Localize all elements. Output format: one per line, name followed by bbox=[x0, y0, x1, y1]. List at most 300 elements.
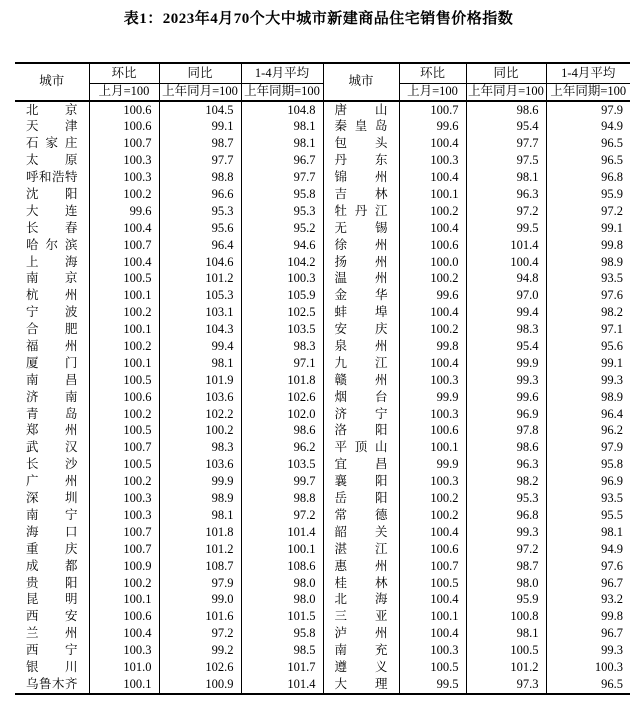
value-cell: 98.1 bbox=[466, 170, 546, 187]
city-cell: 烟台 bbox=[323, 389, 399, 406]
value-cell: 102.5 bbox=[241, 305, 323, 322]
value-cell: 100.7 bbox=[89, 524, 159, 541]
city-cell: 贵阳 bbox=[26, 575, 78, 590]
value-cell: 96.8 bbox=[466, 507, 546, 524]
city-cell: 宁波 bbox=[26, 305, 78, 320]
city-cell: 济宁 bbox=[323, 406, 399, 423]
table-row bbox=[15, 507, 630, 524]
city-cell: 九江 bbox=[323, 355, 399, 372]
city-cell: 西宁 bbox=[26, 643, 78, 658]
value-cell: 99.3 bbox=[466, 524, 546, 541]
table-row bbox=[15, 626, 630, 643]
value-cell: 98.1 bbox=[241, 119, 323, 136]
value-cell: 100.3 bbox=[89, 490, 159, 507]
value-cell: 99.4 bbox=[159, 338, 241, 355]
value-cell: 100.5 bbox=[399, 575, 466, 592]
value-cell: 100.8 bbox=[466, 609, 546, 626]
value-cell: 103.5 bbox=[241, 322, 323, 339]
subheader-mom-base-left: 上月=100 bbox=[89, 84, 159, 102]
city-cell: 深圳 bbox=[26, 491, 78, 506]
value-cell: 97.7 bbox=[241, 170, 323, 187]
value-cell: 99.1 bbox=[159, 119, 241, 136]
value-cell: 104.8 bbox=[241, 101, 323, 119]
value-cell: 95.8 bbox=[241, 626, 323, 643]
city-cell: 徐州 bbox=[323, 237, 399, 254]
value-cell: 95.4 bbox=[466, 338, 546, 355]
value-cell: 98.9 bbox=[159, 490, 241, 507]
table-row bbox=[15, 372, 630, 389]
value-cell: 99.9 bbox=[466, 355, 546, 372]
value-cell: 98.6 bbox=[241, 423, 323, 440]
city-cell: 广州 bbox=[26, 474, 78, 489]
value-cell: 101.6 bbox=[159, 609, 241, 626]
value-cell: 100.3 bbox=[399, 643, 466, 660]
table-header bbox=[15, 63, 630, 101]
value-cell: 100.9 bbox=[159, 676, 241, 694]
value-cell: 100.2 bbox=[89, 575, 159, 592]
table-row bbox=[15, 592, 630, 609]
city-cell: 南宁 bbox=[26, 507, 78, 522]
value-cell: 98.2 bbox=[466, 474, 546, 491]
city-cell: 湛江 bbox=[323, 541, 399, 558]
city-cell: 杭州 bbox=[26, 288, 78, 303]
value-cell: 100.3 bbox=[399, 372, 466, 389]
value-cell: 100.2 bbox=[399, 490, 466, 507]
value-cell: 103.6 bbox=[159, 389, 241, 406]
subheader-yoy-base-left: 上年同月=100 bbox=[159, 84, 241, 102]
value-cell: 95.8 bbox=[241, 186, 323, 203]
value-cell: 100.3 bbox=[89, 643, 159, 660]
value-cell: 96.2 bbox=[546, 423, 630, 440]
value-cell: 100.1 bbox=[89, 592, 159, 609]
city-cell: 遵义 bbox=[323, 659, 399, 676]
city-cell: 无锡 bbox=[323, 220, 399, 237]
value-cell: 100.6 bbox=[89, 609, 159, 626]
value-cell: 99.9 bbox=[159, 474, 241, 491]
table-row bbox=[15, 220, 630, 237]
table-row bbox=[15, 406, 630, 423]
table-row bbox=[15, 457, 630, 474]
table-row bbox=[15, 254, 630, 271]
city-cell: 岳阳 bbox=[323, 490, 399, 507]
city-cell: 呼和浩特 bbox=[26, 170, 78, 185]
value-cell: 95.9 bbox=[466, 592, 546, 609]
header-yoy-right: 同比 bbox=[466, 63, 546, 84]
value-cell: 99.1 bbox=[546, 355, 630, 372]
value-cell: 97.5 bbox=[466, 153, 546, 170]
table-row bbox=[15, 338, 630, 355]
value-cell: 96.8 bbox=[546, 170, 630, 187]
value-cell: 99.5 bbox=[399, 676, 466, 694]
value-cell: 97.0 bbox=[466, 288, 546, 305]
value-cell: 99.9 bbox=[399, 457, 466, 474]
value-cell: 104.6 bbox=[159, 254, 241, 271]
city-cell: 唐山 bbox=[323, 101, 399, 119]
value-cell: 99.1 bbox=[546, 220, 630, 237]
city-cell: 郑州 bbox=[26, 423, 78, 438]
subheader-avg-base-left: 上年同期=100 bbox=[241, 84, 323, 102]
subheader-yoy-base-right: 上年同月=100 bbox=[466, 84, 546, 102]
city-cell: 宜昌 bbox=[323, 457, 399, 474]
value-cell: 100.1 bbox=[399, 609, 466, 626]
city-cell: 天津 bbox=[26, 119, 78, 134]
value-cell: 99.6 bbox=[466, 389, 546, 406]
value-cell: 100.2 bbox=[399, 322, 466, 339]
table-row bbox=[15, 474, 630, 491]
value-cell: 99.3 bbox=[466, 372, 546, 389]
value-cell: 96.6 bbox=[159, 186, 241, 203]
value-cell: 96.5 bbox=[546, 136, 630, 153]
value-cell: 100.7 bbox=[89, 136, 159, 153]
value-cell: 96.4 bbox=[159, 237, 241, 254]
city-cell: 秦皇岛 bbox=[323, 119, 399, 136]
value-cell: 99.2 bbox=[159, 643, 241, 660]
value-cell: 97.2 bbox=[466, 203, 546, 220]
value-cell: 98.3 bbox=[159, 440, 241, 457]
city-cell: 银川 bbox=[26, 659, 78, 674]
value-cell: 100.4 bbox=[399, 524, 466, 541]
value-cell: 101.0 bbox=[89, 659, 159, 676]
header-avg-right: 1-4月平均 bbox=[546, 63, 630, 84]
value-cell: 99.8 bbox=[546, 237, 630, 254]
value-cell: 98.7 bbox=[466, 558, 546, 575]
value-cell: 100.4 bbox=[399, 170, 466, 187]
table-row bbox=[15, 676, 630, 694]
city-cell: 北海 bbox=[323, 592, 399, 609]
value-cell: 96.3 bbox=[466, 457, 546, 474]
value-cell: 98.8 bbox=[241, 490, 323, 507]
value-cell: 98.8 bbox=[159, 170, 241, 187]
table-row bbox=[15, 355, 630, 372]
value-cell: 99.5 bbox=[466, 220, 546, 237]
table-row bbox=[15, 440, 630, 457]
table-row bbox=[15, 119, 630, 136]
value-cell: 101.5 bbox=[241, 609, 323, 626]
value-cell: 104.5 bbox=[159, 101, 241, 119]
value-cell: 100.5 bbox=[399, 659, 466, 676]
value-cell: 100.7 bbox=[89, 541, 159, 558]
value-cell: 100.4 bbox=[399, 592, 466, 609]
value-cell: 96.7 bbox=[241, 153, 323, 170]
table-row bbox=[15, 423, 630, 440]
value-cell: 100.2 bbox=[399, 507, 466, 524]
value-cell: 101.8 bbox=[241, 372, 323, 389]
subheader-mom-base-right: 上月=100 bbox=[399, 84, 466, 102]
value-cell: 100.6 bbox=[89, 389, 159, 406]
value-cell: 98.9 bbox=[546, 254, 630, 271]
value-cell: 100.7 bbox=[89, 440, 159, 457]
value-cell: 100.3 bbox=[89, 507, 159, 524]
value-cell: 97.1 bbox=[546, 322, 630, 339]
value-cell: 98.1 bbox=[159, 355, 241, 372]
value-cell: 100.6 bbox=[399, 237, 466, 254]
value-cell: 102.2 bbox=[159, 406, 241, 423]
value-cell: 96.9 bbox=[466, 406, 546, 423]
value-cell: 101.2 bbox=[159, 271, 241, 288]
value-cell: 94.9 bbox=[546, 541, 630, 558]
value-cell: 97.6 bbox=[546, 288, 630, 305]
city-cell: 兰州 bbox=[26, 626, 78, 641]
value-cell: 100.5 bbox=[89, 423, 159, 440]
value-cell: 95.4 bbox=[466, 119, 546, 136]
value-cell: 103.5 bbox=[241, 457, 323, 474]
city-cell: 蚌埠 bbox=[323, 305, 399, 322]
table-row bbox=[15, 541, 630, 558]
value-cell: 100.1 bbox=[89, 288, 159, 305]
value-cell: 100.3 bbox=[89, 153, 159, 170]
table-row bbox=[15, 153, 630, 170]
value-cell: 96.7 bbox=[546, 626, 630, 643]
value-cell: 98.6 bbox=[466, 101, 546, 119]
city-cell: 哈尔滨 bbox=[26, 237, 78, 252]
value-cell: 99.8 bbox=[399, 338, 466, 355]
value-cell: 100.7 bbox=[399, 558, 466, 575]
value-cell: 97.8 bbox=[466, 423, 546, 440]
city-cell: 吉林 bbox=[323, 186, 399, 203]
value-cell: 98.7 bbox=[159, 136, 241, 153]
city-cell: 南充 bbox=[323, 643, 399, 660]
city-cell: 重庆 bbox=[26, 541, 78, 556]
value-cell: 93.5 bbox=[546, 490, 630, 507]
value-cell: 99.6 bbox=[89, 203, 159, 220]
city-cell: 丹东 bbox=[323, 153, 399, 170]
value-cell: 95.9 bbox=[546, 186, 630, 203]
value-cell: 95.6 bbox=[159, 220, 241, 237]
table-row bbox=[15, 389, 630, 406]
value-cell: 96.2 bbox=[241, 440, 323, 457]
value-cell: 100.6 bbox=[89, 119, 159, 136]
value-cell: 98.0 bbox=[466, 575, 546, 592]
value-cell: 100.4 bbox=[89, 626, 159, 643]
value-cell: 100.4 bbox=[89, 254, 159, 271]
city-cell: 大理 bbox=[323, 676, 399, 694]
header-avg-left: 1-4月平均 bbox=[241, 63, 323, 84]
table-row bbox=[15, 186, 630, 203]
value-cell: 97.2 bbox=[546, 203, 630, 220]
value-cell: 100.2 bbox=[89, 338, 159, 355]
value-cell: 98.1 bbox=[159, 507, 241, 524]
city-cell: 厦门 bbox=[26, 355, 78, 370]
value-cell: 97.6 bbox=[546, 558, 630, 575]
value-cell: 97.2 bbox=[241, 507, 323, 524]
value-cell: 100.1 bbox=[89, 355, 159, 372]
table-row bbox=[15, 288, 630, 305]
city-cell: 西安 bbox=[26, 609, 78, 624]
subheader-avg-base-right: 上年同期=100 bbox=[546, 84, 630, 102]
city-cell: 合肥 bbox=[26, 322, 78, 337]
value-cell: 101.4 bbox=[241, 676, 323, 694]
value-cell: 100.1 bbox=[399, 440, 466, 457]
city-cell: 石家庄 bbox=[26, 136, 78, 151]
table-body bbox=[15, 101, 630, 694]
table-row bbox=[15, 575, 630, 592]
value-cell: 100.3 bbox=[399, 406, 466, 423]
value-cell: 100.5 bbox=[466, 643, 546, 660]
value-cell: 100.4 bbox=[89, 220, 159, 237]
city-cell: 锦州 bbox=[323, 170, 399, 187]
table-row bbox=[15, 237, 630, 254]
table-row bbox=[15, 203, 630, 220]
value-cell: 100.4 bbox=[399, 220, 466, 237]
value-cell: 101.7 bbox=[241, 659, 323, 676]
table-row bbox=[15, 524, 630, 541]
value-cell: 97.7 bbox=[466, 136, 546, 153]
value-cell: 100.4 bbox=[399, 626, 466, 643]
value-cell: 102.6 bbox=[159, 659, 241, 676]
city-cell: 上海 bbox=[26, 254, 78, 269]
value-cell: 94.8 bbox=[466, 271, 546, 288]
city-cell: 大连 bbox=[26, 203, 78, 218]
value-cell: 97.3 bbox=[466, 676, 546, 694]
value-cell: 97.9 bbox=[546, 440, 630, 457]
value-cell: 98.1 bbox=[466, 626, 546, 643]
page-title: 表1：2023年4月70个大中城市新建商品住宅销售价格指数 bbox=[123, 11, 514, 27]
value-cell: 101.4 bbox=[466, 237, 546, 254]
value-cell: 98.0 bbox=[241, 575, 323, 592]
value-cell: 105.9 bbox=[241, 288, 323, 305]
city-cell: 包头 bbox=[323, 136, 399, 153]
value-cell: 97.1 bbox=[241, 355, 323, 372]
value-cell: 100.2 bbox=[89, 474, 159, 491]
value-cell: 108.7 bbox=[159, 558, 241, 575]
value-cell: 98.9 bbox=[546, 389, 630, 406]
value-cell: 102.6 bbox=[241, 389, 323, 406]
value-cell: 100.7 bbox=[89, 237, 159, 254]
value-cell: 100.6 bbox=[399, 541, 466, 558]
value-cell: 100.3 bbox=[399, 474, 466, 491]
value-cell: 96.9 bbox=[546, 474, 630, 491]
table-row bbox=[15, 609, 630, 626]
value-cell: 100.1 bbox=[89, 322, 159, 339]
city-cell: 太原 bbox=[26, 153, 78, 168]
value-cell: 100.7 bbox=[399, 101, 466, 119]
value-cell: 102.0 bbox=[241, 406, 323, 423]
value-cell: 101.9 bbox=[159, 372, 241, 389]
value-cell: 100.9 bbox=[89, 558, 159, 575]
table-row bbox=[15, 322, 630, 339]
city-cell: 南昌 bbox=[26, 372, 78, 387]
value-cell: 100.1 bbox=[399, 186, 466, 203]
value-cell: 99.4 bbox=[466, 305, 546, 322]
value-cell: 108.6 bbox=[241, 558, 323, 575]
value-cell: 93.2 bbox=[546, 592, 630, 609]
value-cell: 98.3 bbox=[466, 322, 546, 339]
city-cell: 乌鲁木齐 bbox=[26, 676, 78, 691]
city-cell: 惠州 bbox=[323, 558, 399, 575]
price-index-table bbox=[15, 62, 630, 695]
value-cell: 101.2 bbox=[466, 659, 546, 676]
value-cell: 99.8 bbox=[546, 609, 630, 626]
value-cell: 94.9 bbox=[546, 119, 630, 136]
city-cell: 洛阳 bbox=[323, 423, 399, 440]
value-cell: 95.3 bbox=[241, 203, 323, 220]
value-cell: 97.9 bbox=[159, 575, 241, 592]
header-city-left: 城市 bbox=[15, 63, 89, 101]
city-cell: 平顶山 bbox=[323, 440, 399, 457]
header-yoy-left: 同比 bbox=[159, 63, 241, 84]
header-mom-right: 环比 bbox=[399, 63, 466, 84]
value-cell: 100.4 bbox=[399, 305, 466, 322]
city-cell: 泉州 bbox=[323, 338, 399, 355]
city-cell: 济南 bbox=[26, 389, 78, 404]
table-row bbox=[15, 101, 630, 119]
city-cell: 泸州 bbox=[323, 626, 399, 643]
value-cell: 101.4 bbox=[241, 524, 323, 541]
value-cell: 95.3 bbox=[159, 203, 241, 220]
city-cell: 成都 bbox=[26, 558, 78, 573]
header-mom-left: 环比 bbox=[89, 63, 159, 84]
value-cell: 104.2 bbox=[241, 254, 323, 271]
table-row bbox=[15, 170, 630, 187]
value-cell: 98.1 bbox=[546, 524, 630, 541]
city-cell: 赣州 bbox=[323, 372, 399, 389]
value-cell: 94.6 bbox=[241, 237, 323, 254]
value-cell: 101.2 bbox=[159, 541, 241, 558]
value-cell: 103.6 bbox=[159, 457, 241, 474]
city-cell: 金华 bbox=[323, 288, 399, 305]
value-cell: 100.4 bbox=[399, 355, 466, 372]
city-cell: 温州 bbox=[323, 271, 399, 288]
value-cell: 98.3 bbox=[241, 338, 323, 355]
value-cell: 100.5 bbox=[89, 271, 159, 288]
value-cell: 100.2 bbox=[89, 186, 159, 203]
value-cell: 100.1 bbox=[89, 676, 159, 694]
value-cell: 100.2 bbox=[399, 271, 466, 288]
city-cell: 三亚 bbox=[323, 609, 399, 626]
value-cell: 100.0 bbox=[399, 254, 466, 271]
value-cell: 96.3 bbox=[466, 186, 546, 203]
city-cell: 扬州 bbox=[323, 254, 399, 271]
value-cell: 99.3 bbox=[546, 372, 630, 389]
value-cell: 99.9 bbox=[399, 389, 466, 406]
table-row bbox=[15, 643, 630, 660]
value-cell: 97.2 bbox=[159, 626, 241, 643]
city-cell: 北京 bbox=[26, 102, 78, 117]
value-cell: 100.6 bbox=[399, 423, 466, 440]
city-cell: 韶关 bbox=[323, 524, 399, 541]
city-cell: 青岛 bbox=[26, 406, 78, 421]
value-cell: 100.3 bbox=[241, 271, 323, 288]
value-cell: 98.2 bbox=[546, 305, 630, 322]
value-cell: 95.8 bbox=[546, 457, 630, 474]
city-cell: 福州 bbox=[26, 339, 78, 354]
city-cell: 武汉 bbox=[26, 440, 78, 455]
header-city-right: 城市 bbox=[323, 63, 399, 101]
value-cell: 97.9 bbox=[546, 101, 630, 119]
value-cell: 100.6 bbox=[89, 101, 159, 119]
table-row bbox=[15, 271, 630, 288]
value-cell: 95.5 bbox=[546, 507, 630, 524]
value-cell: 97.7 bbox=[159, 153, 241, 170]
city-cell: 牡丹江 bbox=[323, 203, 399, 220]
value-cell: 100.2 bbox=[159, 423, 241, 440]
value-cell: 98.6 bbox=[466, 440, 546, 457]
table-row bbox=[15, 305, 630, 322]
value-cell: 100.5 bbox=[89, 372, 159, 389]
city-cell: 海口 bbox=[26, 524, 78, 539]
value-cell: 93.5 bbox=[546, 271, 630, 288]
value-cell: 98.1 bbox=[241, 136, 323, 153]
value-cell: 98.5 bbox=[241, 643, 323, 660]
value-cell: 99.6 bbox=[399, 288, 466, 305]
value-cell: 100.3 bbox=[399, 153, 466, 170]
city-cell: 襄阳 bbox=[323, 474, 399, 491]
city-cell: 南京 bbox=[26, 271, 78, 286]
value-cell: 101.8 bbox=[159, 524, 241, 541]
value-cell: 105.3 bbox=[159, 288, 241, 305]
value-cell: 100.2 bbox=[399, 203, 466, 220]
city-cell: 常德 bbox=[323, 507, 399, 524]
